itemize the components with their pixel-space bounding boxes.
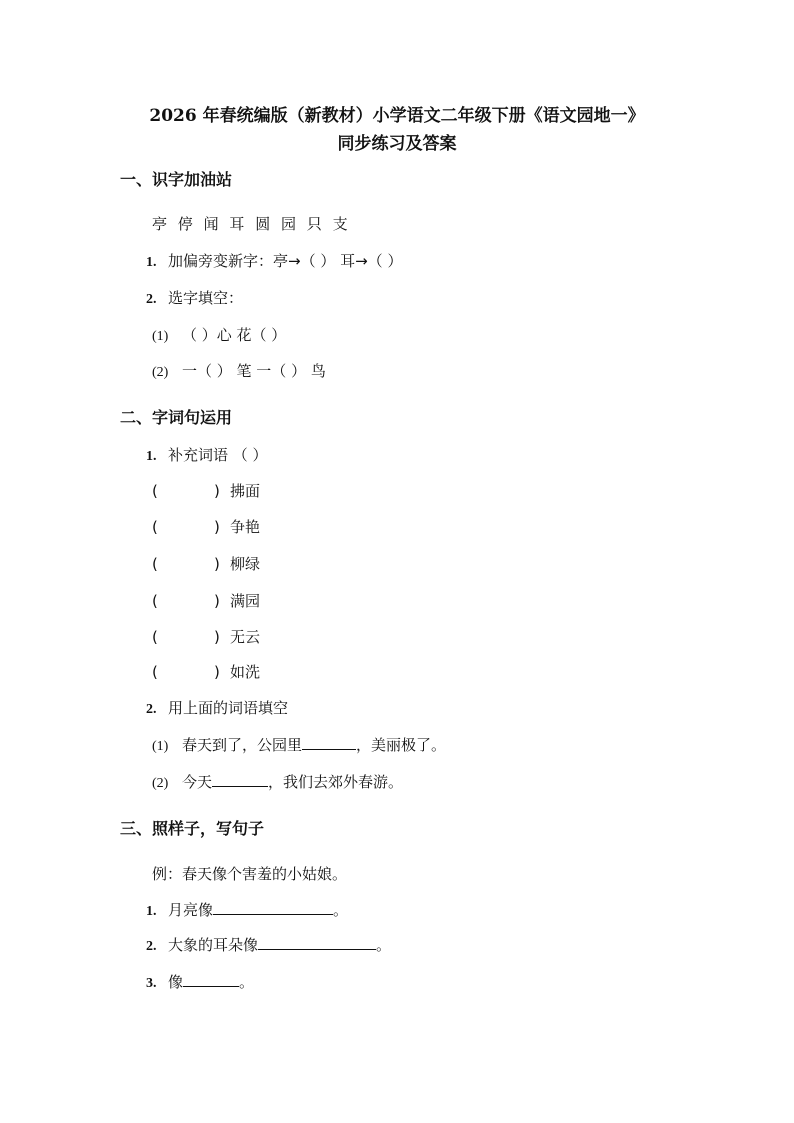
sub-question-number: (2)	[152, 365, 169, 380]
question-text-after: 。	[239, 973, 255, 991]
section-1-heading: 一、识字加油站	[120, 170, 233, 189]
question-text-after: 。	[333, 901, 349, 919]
sub-question-text-before: 春天到了，公园里	[182, 736, 303, 754]
close-paren: )	[214, 518, 220, 536]
sub-question-text-before: 今天	[182, 773, 213, 791]
sub-question-2	[152, 360, 326, 384]
fill-in-word-row	[152, 516, 260, 538]
question-text: 用上面的词语填空	[168, 699, 289, 717]
answer-blank[interactable]	[258, 935, 376, 950]
word: 柳绿	[230, 555, 261, 573]
sub-question-text: （ ）心 花（ ）	[182, 326, 287, 344]
close-paren: )	[214, 592, 220, 610]
fill-in-word-row	[152, 661, 260, 683]
word: 争艳	[230, 518, 261, 536]
answer-blank[interactable]	[183, 972, 239, 987]
close-paren: )	[214, 555, 220, 573]
open-paren: (	[152, 482, 158, 500]
sub-question-1	[152, 324, 286, 348]
close-paren: )	[214, 628, 220, 646]
fill-in-word-row	[152, 590, 260, 612]
sub-question-text: 一（ ） 笔 一（ ） 鸟	[182, 362, 326, 380]
open-paren: (	[152, 555, 158, 573]
question-3-2	[146, 934, 391, 958]
question-number: 1.	[146, 449, 157, 464]
open-paren: (	[152, 518, 158, 536]
question-3-1	[146, 899, 348, 923]
question-3-3	[146, 971, 254, 995]
question-text: 加偏旁变新字：亭→（ ） 耳→（ ）	[168, 252, 403, 270]
question-number: 2.	[146, 939, 157, 954]
character-3: 闻	[203, 215, 219, 233]
character-7: 只	[306, 215, 322, 233]
close-paren: )	[214, 482, 220, 500]
character-5: 圆	[255, 215, 271, 233]
question-2-2	[146, 697, 288, 721]
sub-question-number: (2)	[152, 776, 169, 791]
question-number: 2.	[146, 702, 157, 717]
question-text: 补充词语 （ ）	[168, 446, 268, 464]
section-3-heading: 三、照样子，写句子	[120, 819, 265, 838]
answer-blank[interactable]	[213, 900, 333, 915]
example-sentence: 例：春天像个害羞的小姑娘。	[152, 865, 348, 883]
open-paren: (	[152, 628, 158, 646]
question-1-2	[146, 287, 243, 311]
answer-blank[interactable]	[212, 772, 268, 787]
question-text-before: 像	[168, 973, 184, 991]
section-2-heading: 二、字词句运用	[120, 408, 233, 427]
close-paren: )	[214, 663, 220, 681]
sub-question-text-after: ，我们去郊外春游。	[268, 773, 404, 791]
question-text-after: 。	[376, 936, 392, 954]
sub-question-text-after: ，美丽极了。	[356, 736, 447, 754]
fill-in-word-row	[152, 553, 260, 575]
open-paren: (	[152, 663, 158, 681]
question-text: 选字填空：	[168, 289, 244, 307]
document-title-line-2: 同步练习及答案	[337, 134, 457, 154]
character-6: 园	[280, 215, 296, 233]
question-number: 1.	[146, 255, 157, 270]
character-2: 停	[177, 215, 193, 233]
question-number: 1.	[146, 904, 157, 919]
fill-in-word-row	[152, 626, 260, 648]
character-8: 支	[332, 215, 348, 233]
question-1-1	[146, 250, 402, 274]
question-2-1	[146, 444, 268, 468]
document-title-line-1: 2026 年春统编版（新教材）小学语文二年级下册《语文园地一》	[149, 106, 645, 126]
question-number: 3.	[146, 976, 157, 991]
sub-question-number: (1)	[152, 739, 169, 754]
question-text-before: 大象的耳朵像	[168, 936, 259, 954]
character-list	[152, 213, 354, 235]
character-4: 耳	[229, 215, 245, 233]
answer-blank[interactable]	[302, 735, 356, 750]
word: 满园	[230, 592, 261, 610]
open-paren: (	[152, 592, 158, 610]
sub-question-2	[152, 771, 403, 795]
question-number: 2.	[146, 292, 157, 307]
sub-question-1	[152, 734, 446, 758]
question-text-before: 月亮像	[168, 901, 214, 919]
word: 无云	[230, 628, 261, 646]
sub-question-number: (1)	[152, 329, 169, 344]
word: 拂面	[230, 482, 261, 500]
character-1: 亭	[152, 215, 168, 233]
word: 如洗	[230, 663, 261, 681]
fill-in-word-row	[152, 480, 260, 502]
